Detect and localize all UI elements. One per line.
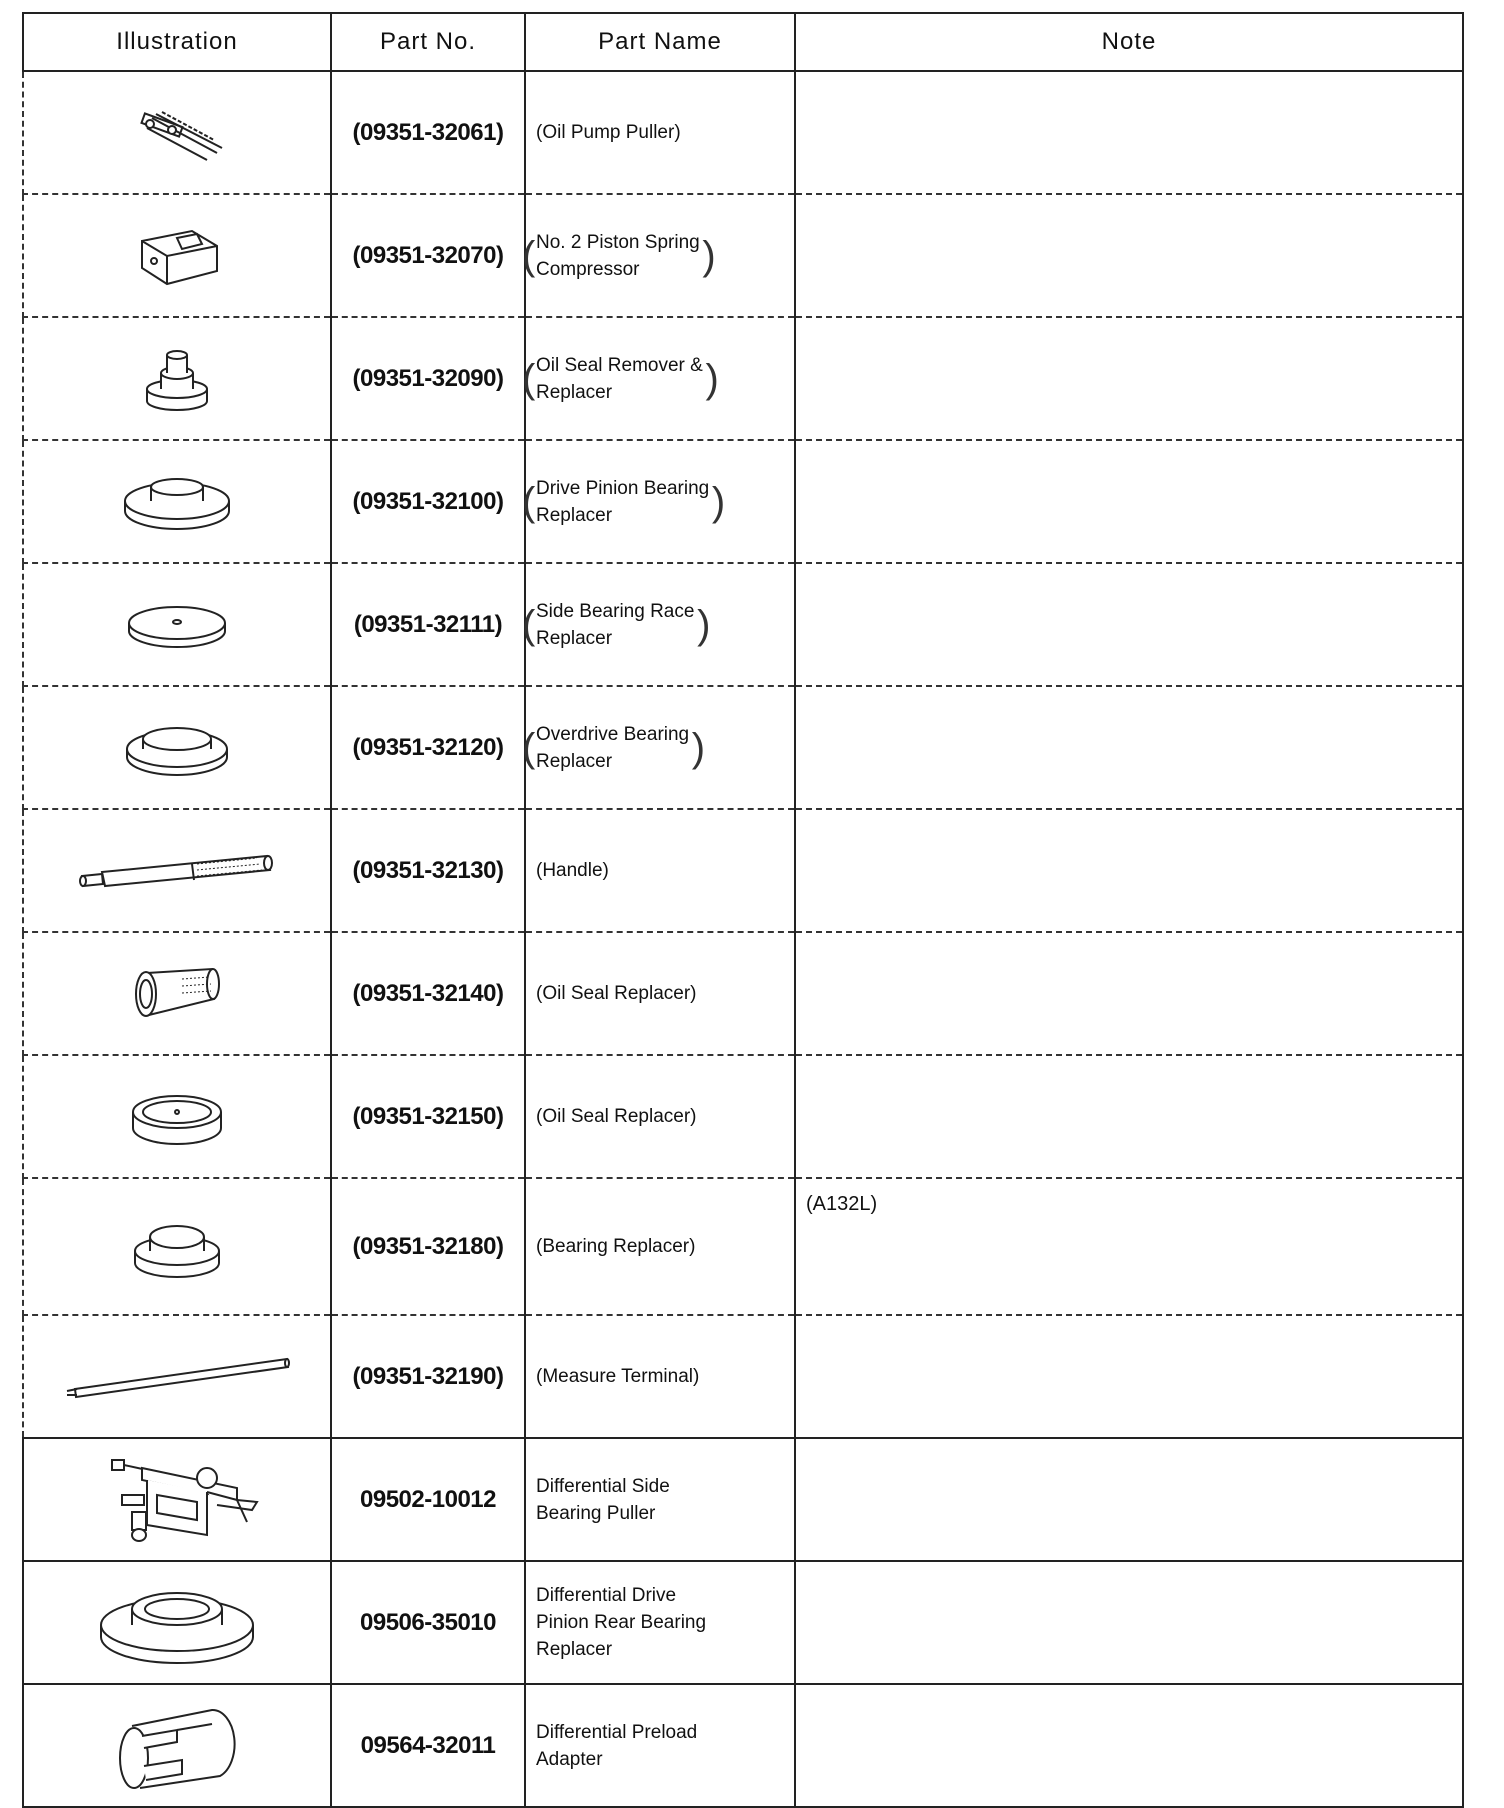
part-name (525, 932, 795, 1055)
part-name-line: Replacer (536, 381, 613, 403)
part-name-line: Adapter (536, 1748, 603, 1770)
part-name-line: (Oil Seal Replacer) (536, 1106, 697, 1127)
part-name (522, 563, 795, 686)
part-name-text (536, 1582, 706, 1663)
pinion-bearing-replacer-icon (24, 467, 330, 537)
illustration-cell (23, 317, 331, 440)
note (795, 317, 1463, 440)
table-row (23, 563, 1463, 686)
table-row (23, 1315, 1463, 1438)
part-name-line: Overdrive Bearing (536, 723, 690, 745)
part-number-text: (09351-32190) (352, 1362, 504, 1390)
illustration-cell (23, 1561, 331, 1684)
part-number-text: (09351-32090) (352, 364, 504, 392)
part-name-text: ( ) Drive Pinion Bearing Replacer (536, 475, 709, 529)
note (795, 686, 1463, 809)
illustration-cell (23, 1178, 331, 1315)
part-number (331, 1178, 525, 1315)
piston-spring-compressor-icon (24, 216, 330, 296)
part-number-text: (09351-32061) (352, 118, 504, 146)
part-name-line: Compressor (536, 258, 640, 280)
handle-icon (24, 846, 330, 896)
side-bearing-puller-icon (24, 1450, 330, 1550)
part-name (522, 686, 795, 809)
part-name-line: Differential Side (536, 1475, 670, 1497)
part-name-line: Replacer (536, 504, 613, 526)
table-row (23, 932, 1463, 1055)
part-name-line: Replacer (536, 1639, 613, 1660)
part-name-text (536, 1103, 697, 1130)
table-header-row (23, 13, 1463, 71)
part-name-line: Replacer (536, 750, 613, 772)
part-number-text: 09502-10012 (360, 1485, 496, 1513)
part-name (525, 809, 795, 932)
illustration-cell (23, 809, 331, 932)
part-number (331, 440, 525, 563)
part-name-line: Drive Pinion Bearing (536, 477, 710, 499)
part-name-line: (Measure Terminal) (536, 1366, 700, 1387)
part-name (525, 1315, 795, 1438)
part-number (331, 686, 525, 809)
overdrive-bearing-replacer-icon (24, 713, 330, 783)
note (795, 1315, 1463, 1438)
part-number-text: (09351-32070) (352, 241, 504, 269)
note (795, 1561, 1463, 1684)
oil-pump-puller-icon (24, 98, 330, 168)
part-name-text (536, 857, 609, 884)
part-number-text: (09351-32120) (352, 733, 504, 761)
part-number (331, 1315, 525, 1438)
illustration-cell (23, 1684, 331, 1807)
part-number (331, 317, 525, 440)
note (795, 1178, 1463, 1315)
note-text: (A132L) (806, 1193, 878, 1215)
part-number (331, 71, 525, 194)
part-name-line: Pinion Rear Bearing (536, 1612, 707, 1633)
part-name-line: (Handle) (536, 860, 609, 881)
part-name-text (536, 1363, 699, 1390)
measure-terminal-icon (24, 1347, 330, 1407)
part-number (331, 809, 525, 932)
part-name (525, 1055, 795, 1178)
illustration-cell (23, 440, 331, 563)
header-part-no: Part No. (331, 13, 525, 71)
table-row (23, 1055, 1463, 1178)
part-name-line: Differential Drive (536, 1585, 677, 1606)
illustration-cell (23, 194, 331, 317)
part-name-line: Replacer (536, 627, 613, 649)
part-name-line: Side Bearing Race (536, 600, 695, 622)
part-number-text: (09351-32140) (352, 979, 504, 1007)
part-name (522, 440, 795, 563)
oil-seal-replacer-disc-icon (24, 1082, 330, 1152)
part-number-text: (09351-32100) (352, 487, 504, 515)
part-name-text: ( ) No. 2 Piston Spring Compressor (536, 229, 700, 283)
part-name (522, 194, 795, 317)
illustration-cell (23, 1438, 331, 1561)
part-number-text: (09351-32111) (353, 610, 503, 638)
preload-adapter-icon (24, 1696, 330, 1796)
part-name (522, 317, 795, 440)
part-number (331, 1561, 525, 1684)
part-name (525, 1178, 795, 1315)
header-part-name: Part Name (525, 13, 795, 71)
note (795, 932, 1463, 1055)
header-note: Note (795, 13, 1463, 71)
part-name-text (536, 1233, 695, 1260)
illustration-cell (23, 1315, 331, 1438)
special-service-tools-table (22, 12, 1464, 1808)
part-name-text (536, 980, 697, 1007)
part-number (331, 1055, 525, 1178)
part-number-text: (09351-32150) (352, 1102, 504, 1130)
note (795, 563, 1463, 686)
bearing-replacer-icon (24, 1207, 330, 1287)
table-row (23, 1684, 1463, 1807)
part-name (525, 71, 795, 194)
table-row (23, 71, 1463, 194)
side-bearing-race-replacer-icon (24, 595, 330, 655)
table-row (23, 317, 1463, 440)
table-row (23, 1438, 1463, 1561)
part-name-line: No. 2 Piston Spring (536, 231, 700, 253)
table-row (23, 809, 1463, 932)
part-number-text: (09351-32180) (352, 1232, 504, 1260)
part-number (331, 1438, 525, 1561)
part-name-text: ( ) Overdrive Bearing Replacer (536, 721, 689, 775)
table-row (23, 686, 1463, 809)
note (795, 194, 1463, 317)
part-name-line: (Oil Seal Replacer) (536, 983, 697, 1004)
table-row (23, 1561, 1463, 1684)
header-illustration: Illustration (23, 13, 331, 71)
part-number (331, 932, 525, 1055)
note (795, 1438, 1463, 1561)
part-name-line: Bearing Puller (536, 1502, 656, 1524)
part-name (525, 1684, 795, 1807)
part-name-line: Oil Seal Remover & (536, 354, 703, 376)
part-number (331, 194, 525, 317)
part-number-text: 09564-32011 (360, 1731, 496, 1759)
table-row (23, 440, 1463, 563)
part-name-text (536, 119, 681, 146)
illustration-cell (23, 71, 331, 194)
part-name-line: (Bearing Replacer) (536, 1236, 696, 1257)
note (795, 809, 1463, 932)
illustration-cell (23, 686, 331, 809)
note (795, 1684, 1463, 1807)
note (795, 440, 1463, 563)
part-name (525, 1561, 795, 1684)
note (795, 71, 1463, 194)
part-name-line: (Oil Pump Puller) (536, 122, 681, 143)
part-number-text: 09506-35010 (360, 1608, 496, 1636)
note (795, 1055, 1463, 1178)
oil-seal-replacer-sleeve-icon (24, 959, 330, 1029)
rear-bearing-replacer-icon (24, 1573, 330, 1673)
part-name-text (536, 1719, 697, 1773)
part-name (525, 1438, 795, 1561)
part-number-text: (09351-32130) (352, 856, 504, 884)
part-name-text (536, 1473, 670, 1527)
part-number (331, 1684, 525, 1807)
illustration-cell (23, 1055, 331, 1178)
part-name-line: Differential Preload (536, 1721, 698, 1743)
table-row (23, 194, 1463, 317)
oil-seal-remover-icon (24, 339, 330, 419)
table-row (23, 1178, 1463, 1315)
illustration-cell (23, 563, 331, 686)
part-name-text: ( ) Side Bearing Race Replacer (536, 598, 694, 652)
illustration-cell (23, 932, 331, 1055)
part-number (331, 563, 525, 686)
part-name-text: ( ) Oil Seal Remover & Replacer (536, 352, 703, 406)
